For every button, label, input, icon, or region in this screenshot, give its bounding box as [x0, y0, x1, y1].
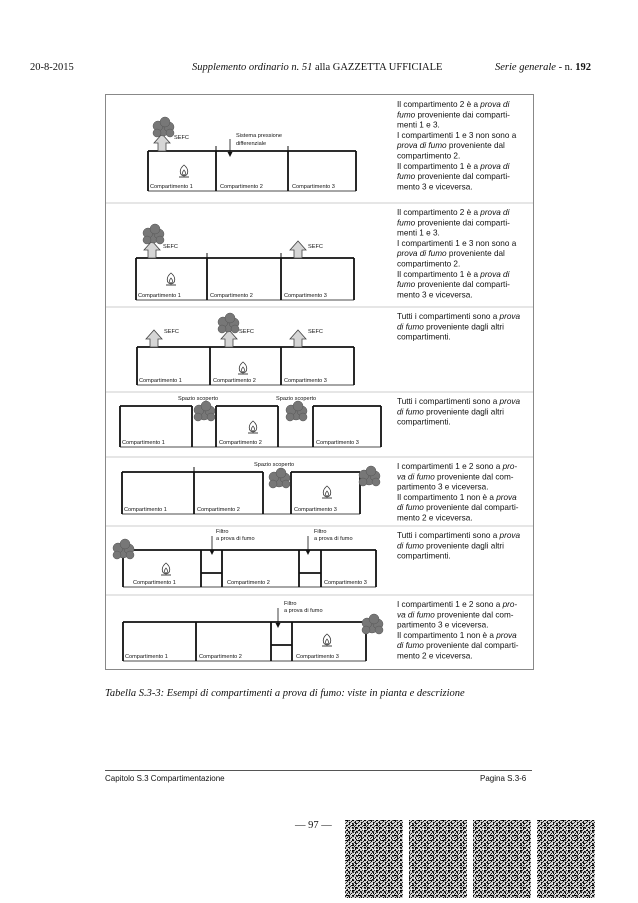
arrow-head	[306, 550, 311, 555]
description-segment: proveniente dagli altri	[423, 541, 504, 551]
smoke-puff	[150, 224, 160, 234]
compartment-2-label: Compartimento 2	[220, 184, 263, 190]
row-1-description-line	[397, 162, 510, 171]
smoke-icon-left	[194, 401, 215, 421]
description-segment: mento 3 e viceversa.	[397, 182, 473, 192]
description-segment: mento 2 e viceversa.	[397, 513, 473, 523]
arrow-head	[276, 623, 281, 628]
flame-inner	[242, 367, 245, 372]
row-7-description-line	[397, 641, 519, 650]
row-2-description-line	[397, 239, 517, 248]
header-publication	[192, 62, 442, 73]
description-segment: proveniente dagli altri	[423, 322, 504, 332]
compartment-3-label: Compartimento 3	[296, 654, 339, 660]
arrow-head	[210, 550, 215, 555]
compartment-2-label: Compartimento 2	[219, 440, 262, 446]
description-segment: pro-	[502, 462, 518, 471]
compartment-3-label: Compartimento 3	[294, 507, 337, 513]
smoke-puff	[201, 401, 211, 411]
row-1-description-line	[397, 121, 440, 130]
sefc-label-1: SEFC	[164, 329, 179, 335]
description-segment: I compartimenti 1 e 2 sono a	[397, 462, 503, 471]
row-7-description-line	[397, 610, 514, 619]
filter-arrow-1	[210, 536, 215, 555]
description-segment: partimento 3 e viceversa.	[397, 620, 489, 630]
smoke-icon	[218, 313, 239, 333]
open-space-label-2: Spazio scoperto	[276, 396, 317, 402]
row-2-diagram	[136, 224, 354, 300]
description-segment: compartimento 2.	[397, 151, 461, 161]
row-5-description-line	[397, 472, 514, 481]
row-1-description-line	[397, 172, 510, 181]
sefc-label-2: SEFC	[239, 329, 254, 335]
sefc-label-3: SEFC	[308, 329, 323, 335]
smoke-icon	[143, 224, 164, 244]
row-6-description-line	[397, 531, 520, 540]
table-row-5	[106, 457, 533, 523]
description-segment: Il compartimento 1 è a	[397, 161, 481, 171]
row-5-description-line	[397, 493, 517, 502]
row-1-description-line	[396, 141, 505, 150]
description-segment: proveniente dagli altri	[423, 407, 504, 417]
description-segment: compartimenti.	[397, 551, 451, 561]
row-1-description-line	[397, 182, 473, 191]
description-segment: di fumo	[397, 641, 424, 651]
sefc-label-3: SEFC	[308, 244, 323, 250]
description-segment: proveniente dal	[446, 141, 505, 151]
header-series-number: 192	[575, 62, 591, 73]
row-2-description-line	[397, 218, 510, 227]
noise-block-1	[345, 820, 403, 898]
compartment-2-label: Compartimento 2	[227, 580, 270, 586]
page-number: — 97 —	[295, 820, 332, 831]
description-segment: prova di	[480, 208, 510, 217]
row-6-diagram	[113, 529, 376, 587]
description-segment: fumo	[397, 172, 416, 182]
row-1-diagram	[148, 117, 356, 191]
description-segment: compartimenti.	[397, 417, 451, 427]
fire-icon	[179, 165, 189, 177]
compartment-1-label: Compartimento 1	[139, 378, 182, 384]
description-segment: prova	[499, 531, 521, 540]
description-segment: va di fumo	[397, 610, 435, 620]
fire-icon	[238, 362, 248, 374]
description-segment: Tutti i compartimenti sono a	[397, 397, 500, 406]
row-3-diagram	[137, 313, 354, 385]
smoke-puff	[269, 480, 277, 488]
smoke-puff	[207, 413, 215, 421]
smoke-icon-outside	[359, 466, 380, 486]
compartment-3-label: Compartimento 3	[292, 184, 335, 190]
description-segment: proveniente dal comparti-	[415, 280, 510, 290]
description-segment: prova di	[480, 269, 510, 279]
description-segment: fumo	[397, 280, 416, 290]
sefc-label-1: SEFC	[163, 244, 178, 250]
description-segment: prova di	[480, 100, 510, 109]
noise-block-2	[409, 820, 467, 898]
fire-icon	[166, 273, 176, 285]
row-1-description-line	[397, 100, 510, 109]
sefc-arrow-1	[146, 330, 162, 347]
compartment-3-label: Compartimento 3	[316, 440, 359, 446]
smoke-puff	[153, 129, 161, 137]
row-1-description-line	[397, 131, 517, 140]
smoke-icon-right	[286, 401, 307, 421]
description-segment: di fumo	[397, 322, 424, 332]
open-space-label-1: Spazio scoperto	[178, 396, 219, 402]
header-series	[495, 62, 591, 73]
open-space-label: Spazio scoperto	[254, 462, 295, 468]
description-segment: proveniente dal comparti-	[423, 503, 519, 513]
row-3-description-line	[397, 322, 504, 331]
figure-table-drawing	[106, 95, 533, 669]
figure-table	[105, 94, 534, 670]
row-2-description-line	[397, 280, 510, 289]
compartment-1-label: Compartimento 1	[122, 440, 165, 446]
sefc-arrow-3	[290, 330, 306, 347]
description-segment: Tutti i compartimenti sono a	[397, 531, 500, 540]
description-segment: di fumo	[397, 541, 424, 551]
description-segment: compartimenti.	[397, 332, 451, 342]
header-supplement: Supplemento ordinario n. 51	[192, 62, 313, 73]
row-2-description-line	[397, 260, 460, 269]
row-7-description-line	[397, 621, 488, 630]
description-segment: fumo	[397, 110, 416, 120]
row-6-description-line	[397, 541, 504, 550]
smoke-puff	[282, 480, 290, 488]
smoke-puff	[276, 468, 286, 478]
compartment-2-label: Compartimento 2	[213, 378, 256, 384]
smoke-puff	[366, 466, 376, 476]
smoke-puff	[231, 325, 239, 333]
fire-icon	[322, 634, 332, 646]
row-7-diagram	[123, 601, 383, 661]
row-4-description-line	[397, 418, 451, 427]
description-segment: menti 1 e 3.	[397, 228, 440, 238]
table-row-2	[106, 203, 533, 300]
smoke-puff	[194, 413, 202, 421]
compartment-1-label: Compartimento 1	[150, 184, 193, 190]
row-3-description-line	[397, 312, 520, 321]
description-segment: partimento 3 e viceversa.	[397, 482, 489, 492]
row-5-description-line	[397, 514, 473, 523]
smoke-icon	[153, 117, 174, 137]
description-segment: prova	[499, 397, 521, 406]
fire-icon	[161, 563, 171, 575]
description-segment: proveniente dai comparti-	[415, 110, 510, 120]
noise-block-3	[473, 820, 531, 898]
smoke-puff	[160, 117, 170, 127]
description-segment: mento 3 e viceversa.	[397, 290, 473, 300]
description-segment: Il compartimento 2 è a	[397, 208, 481, 217]
smoke-puff	[166, 129, 174, 137]
footer-rule	[105, 770, 532, 771]
filter-label-2b: a prova di fumo	[314, 536, 353, 542]
description-segment: I compartimenti 1 e 3 non sono a	[397, 238, 517, 248]
smoke-puff	[120, 539, 130, 549]
flame-inner	[165, 568, 168, 573]
smoke-puff	[299, 413, 307, 421]
flame-inner	[326, 639, 329, 644]
table-row-7	[106, 595, 533, 661]
flame-inner	[183, 170, 186, 175]
description-segment: I compartimenti 1 e 2 sono a	[397, 600, 503, 609]
description-segment: Il compartimento 1 non è a	[397, 492, 497, 502]
smoke-puff	[375, 626, 383, 634]
fire-icon	[322, 486, 332, 498]
description-segment: Tutti i compartimenti sono a	[397, 312, 500, 321]
description-segment: fumo	[397, 218, 416, 228]
row-5-description-line	[397, 462, 517, 471]
row-7-description-line	[397, 631, 517, 640]
description-segment: proveniente dal com-	[434, 610, 514, 620]
row-4-description-line	[397, 407, 504, 416]
scan-noise-blocks	[345, 820, 595, 900]
header-series-sep: - n.	[555, 62, 576, 73]
header-date: 20-8-2015	[30, 62, 74, 73]
smoke-puff	[143, 236, 151, 244]
sefc-label: SEFC	[174, 135, 189, 141]
smoke-puff	[156, 236, 164, 244]
description-segment: di fumo	[397, 503, 424, 513]
description-segment: Il compartimento 2 è a	[397, 100, 481, 109]
smoke-puff	[225, 313, 235, 323]
table-row-6	[106, 526, 533, 587]
table-caption: Tabella S.3-3: Esempi di compartimenti a prova di fumo: viste in pianta e descrizione	[105, 688, 465, 699]
description-segment: prova di	[480, 161, 510, 171]
smoke-puff	[369, 614, 379, 624]
filter-arrow-2	[306, 536, 311, 555]
description-segment: prova	[496, 630, 517, 640]
filter-arrow	[276, 608, 281, 628]
description-segment: Il compartimento 1 è a	[397, 269, 481, 279]
flame-inner	[252, 426, 255, 431]
description-segment: proveniente dal comparti-	[415, 172, 510, 182]
description-segment: mento 2 e viceversa.	[397, 651, 473, 661]
description-segment: menti 1 e 3.	[397, 120, 440, 130]
row-2-description-line	[397, 270, 510, 279]
description-segment: proveniente dai comparti-	[415, 218, 510, 228]
filter-label-1a: Filtro	[216, 529, 229, 535]
row-3-description-line	[397, 333, 451, 342]
noise-block-4	[537, 820, 595, 898]
description-segment: di fumo	[397, 407, 424, 417]
description-segment: prova	[496, 492, 517, 502]
smoke-puff	[359, 478, 367, 486]
pressure-system-label: Sistema pressione	[236, 133, 283, 139]
smoke-puff	[126, 551, 134, 559]
footer-chapter: Capitolo S.3 Compartimentazione	[105, 774, 225, 783]
row-6-description-line	[397, 552, 451, 561]
filter-label-a: Filtro	[284, 601, 297, 607]
table-row-4	[106, 392, 533, 447]
filter-label-2a: Filtro	[314, 529, 327, 535]
flame-inner	[170, 278, 173, 283]
filter-label-b: a prova di fumo	[284, 608, 323, 614]
row-2-description-line	[397, 229, 440, 238]
flame-inner	[326, 491, 329, 496]
description-segment: proveniente dal com-	[434, 472, 514, 482]
compartment-2-label: Compartimento 2	[197, 507, 240, 513]
description-segment: I compartimenti 1 e 3 non sono a	[397, 130, 517, 140]
smoke-icon-gap	[269, 468, 290, 488]
description-segment: compartimento 2.	[397, 259, 461, 269]
smoke-icon	[362, 614, 383, 634]
fire-icon	[248, 421, 258, 433]
compartment-3-label: Compartimento 3	[284, 293, 327, 299]
description-segment: proveniente dal comparti-	[423, 641, 519, 651]
page-header	[0, 62, 638, 78]
smoke-icon	[113, 539, 134, 559]
compartment-3-label: Compartimento 3	[324, 580, 367, 586]
smoke-puff	[218, 325, 226, 333]
header-gazette: alla GAZZETTA UFFICIALE	[312, 62, 443, 73]
row-7-description-line	[397, 652, 473, 661]
compartment-1-label: Compartimento 1	[124, 507, 167, 513]
row-4-diagram	[120, 396, 381, 447]
table-row-3	[106, 307, 533, 385]
description-segment: proveniente dal	[446, 249, 505, 259]
pressure-arrow	[228, 139, 233, 157]
smoke-puff	[286, 413, 294, 421]
compartment-1-label: Compartimento 1	[125, 654, 168, 660]
pressure-system-label-2: differenziale	[236, 141, 267, 147]
description-segment: prova	[499, 312, 521, 321]
description-segment: prova di fumo	[397, 141, 447, 151]
compartment-1-label: Compartimento 1	[133, 580, 176, 586]
arrow-head	[228, 152, 233, 157]
compartment-2-label: Compartimento 2	[199, 654, 242, 660]
table-row-1	[148, 100, 517, 191]
row-2-description-line	[397, 208, 510, 217]
row-1-description-line	[397, 110, 510, 119]
compartment-1-label: Compartimento 1	[138, 293, 181, 299]
description-segment: Il compartimento 1 non è a	[397, 630, 497, 640]
row-5-description-line	[397, 483, 488, 492]
smoke-puff	[372, 478, 380, 486]
row-5-diagram	[122, 462, 380, 514]
row-2-description-line	[397, 290, 473, 299]
row-4-description-line	[397, 397, 520, 406]
row-2-description-line	[396, 249, 505, 258]
description-segment: pro-	[502, 600, 518, 609]
smoke-puff	[293, 401, 303, 411]
compartment-2-label: Compartimento 2	[210, 293, 253, 299]
footer-page: Pagina S.3-6	[480, 774, 527, 783]
header-series-name: Serie generale	[495, 62, 556, 73]
row-5-description-line	[397, 503, 519, 512]
description-segment: va di fumo	[397, 472, 435, 482]
compartment-3-label: Compartimento 3	[284, 378, 327, 384]
smoke-puff	[113, 551, 121, 559]
row-1-description-line	[397, 152, 460, 161]
description-segment: prova di fumo	[397, 249, 447, 259]
sefc-arrow-3	[290, 241, 306, 258]
row-7-description-line	[397, 600, 517, 609]
smoke-puff	[362, 626, 370, 634]
filter-label-1b: a prova di fumo	[216, 536, 255, 542]
